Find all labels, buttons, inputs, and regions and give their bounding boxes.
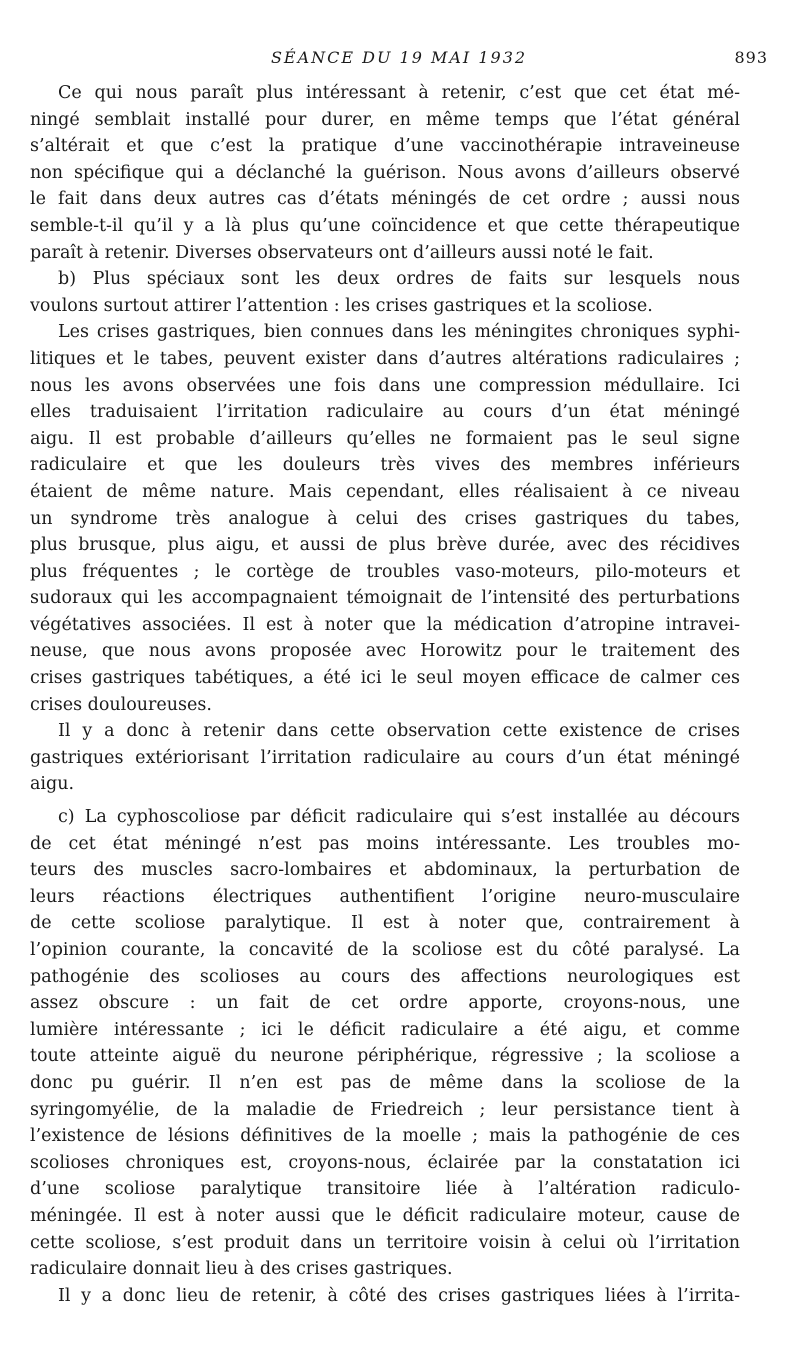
paragraph-line: crises douloureuses. [30,694,212,715]
running-title: SÉANCE DU 19 MAI 1932 [270,48,528,67]
paragraph-line: l’existence de lésions définitives de la moelle ; mais la pathogénie de ces [30,1126,740,1147]
paragraph-line: assez obscure : un fait de cet ordre apporte, croyons-nous, une [30,993,740,1014]
paragraph-line: de cette scoliose paralytique. Il est à noter que, contrairement à [30,913,740,934]
paragraph-line: nous les avons observées une fois dans une compression médullaire. Ici [30,375,740,396]
paragraph-line: voulons surtout attirer l’attention : les crises gastriques et la scoliose. [30,295,653,316]
paragraph-line: neuse, que nous avons proposée avec Horowitz pour le traitement des [30,641,740,662]
paragraph-line: elles traduisaient l’irritation radiculaire au cours d’un état méningé [30,402,740,423]
paragraph-line: aigu. Il est probable d’ailleurs qu’elles ne formaient pas le seul signe [30,428,740,449]
paragraph-line: sudoraux qui les accompagnaient témoignait de l’intensité des perturbations [30,588,740,609]
paragraph-line: le fait dans deux autres cas d’états méningés de cet ordre ; aussi nous [30,189,740,210]
paragraph-line: leurs réactions électriques authentifient l’origine neuro-musculaire [30,886,740,907]
paragraph-line: d’une scoliose paralytique transitoire liée à l’altération radiculo- [30,1179,740,1200]
paragraph-line: s’altérait et que c’est la pratique d’une vaccinothérapie intraveineuse [30,136,740,157]
paragraph-line: plus brusque, plus aigu, et aussi de plus brève durée, avec des récidives [30,535,740,556]
paragraph-line: l’opinion courante, la concavité de la scoliose est du côté paralysé. La [30,940,740,960]
paragraph-line: syringomyélie, de la maladie de Friedreich ; leur persistance tient à [30,1099,740,1120]
paragraph-line: non spécifique qui a déclanché la guérison. Nous avons d’ailleurs observé [30,162,740,183]
paragraph-line: gastriques extériorisant l’irritation radiculaire au cours d’un état méningé [30,747,740,768]
paragraph-line: étaient de même nature. Mais cependant, elles réalisaient à ce niveau [30,481,740,502]
body-text [30,80,740,1309]
paragraph-line: c) La cyphoscoliose par déficit radiculaire qui s’est installée au décours [58,807,740,828]
paragraph-line: donc pu guérir. Il n’en est pas de même dans la scoliose de la [30,1072,740,1093]
paragraph-line: méningée. Il est à noter aussi que le déficit radiculaire moteur, cause de [30,1205,740,1226]
paragraph-line: crises gastriques tabétiques, a été ici le seul moyen efficace de calmer ces [30,668,740,689]
paragraph-line: toute atteinte aiguë du neurone périphérique, régressive ; la scoliose a [30,1046,740,1067]
paragraph-line: végétatives associées. Il est à noter que la médication d’atropine intravei- [30,614,740,635]
page-number: 893 [734,48,768,67]
running-header [30,48,768,72]
paragraph-line: pathogénie des scolioses au cours des affections neurologiques est [30,966,740,987]
paragraph-line: paraît à retenir. Diverses observateurs ont d’ailleurs aussi noté le fait. [30,242,654,263]
paragraph-line: Les crises gastriques, bien connues dans les méningites chroniques syphi- [58,322,740,343]
paragraph-line: litiques et le tabes, peuvent exister dans d’autres altérations radiculaires ; [30,348,740,369]
paragraph-line: Il y a donc à retenir dans cette observation cette existence de crises [58,721,740,742]
paragraph-line: plus fréquentes ; le cortège de troubles vaso-moteurs, pilo-moteurs et [30,561,740,582]
paragraph-line: ningé semblait installé pour durer, en même temps que l’état général [30,109,740,130]
paragraph-line: radiculaire donnait lieu à des crises gastriques. [30,1259,453,1280]
paragraph-line: de cet état méningé n’est pas moins intéressante. Les troubles mo- [30,833,740,854]
paragraph-line: scolioses chroniques est, croyons-nous, éclairée par la constatation ici [30,1152,740,1173]
paragraph-line: b) Plus spéciaux sont les deux ordres de faits sur lesquels nous [58,269,740,290]
paragraph-line: Il y a donc lieu de retenir, à côté des crises gastriques liées à l’irrita- [58,1285,740,1306]
paragraph-line: teurs des muscles sacro-lombaires et abdominaux, la perturbation de [30,860,740,881]
paragraph-line: lumière intéressante ; ici le déficit radiculaire a été aigu, et comme [30,1019,740,1040]
paragraph-line: un syndrome très analogue à celui des crises gastriques du tabes, [30,508,740,529]
paragraph-line: cette scoliose, s’est produit dans un territoire voisin à celui où l’irritation [30,1232,740,1253]
paragraph-line: aigu. [30,774,75,795]
paragraph-line: semble-t-il qu’il y a là plus qu’une coïncidence et que cette thérapeutique [30,215,740,236]
paragraph-line: Ce qui nous paraît plus intéressant à retenir, c’est que cet état mé- [58,83,740,103]
paragraph-line: radiculaire et que les douleurs très vives des membres inférieurs [30,455,740,476]
